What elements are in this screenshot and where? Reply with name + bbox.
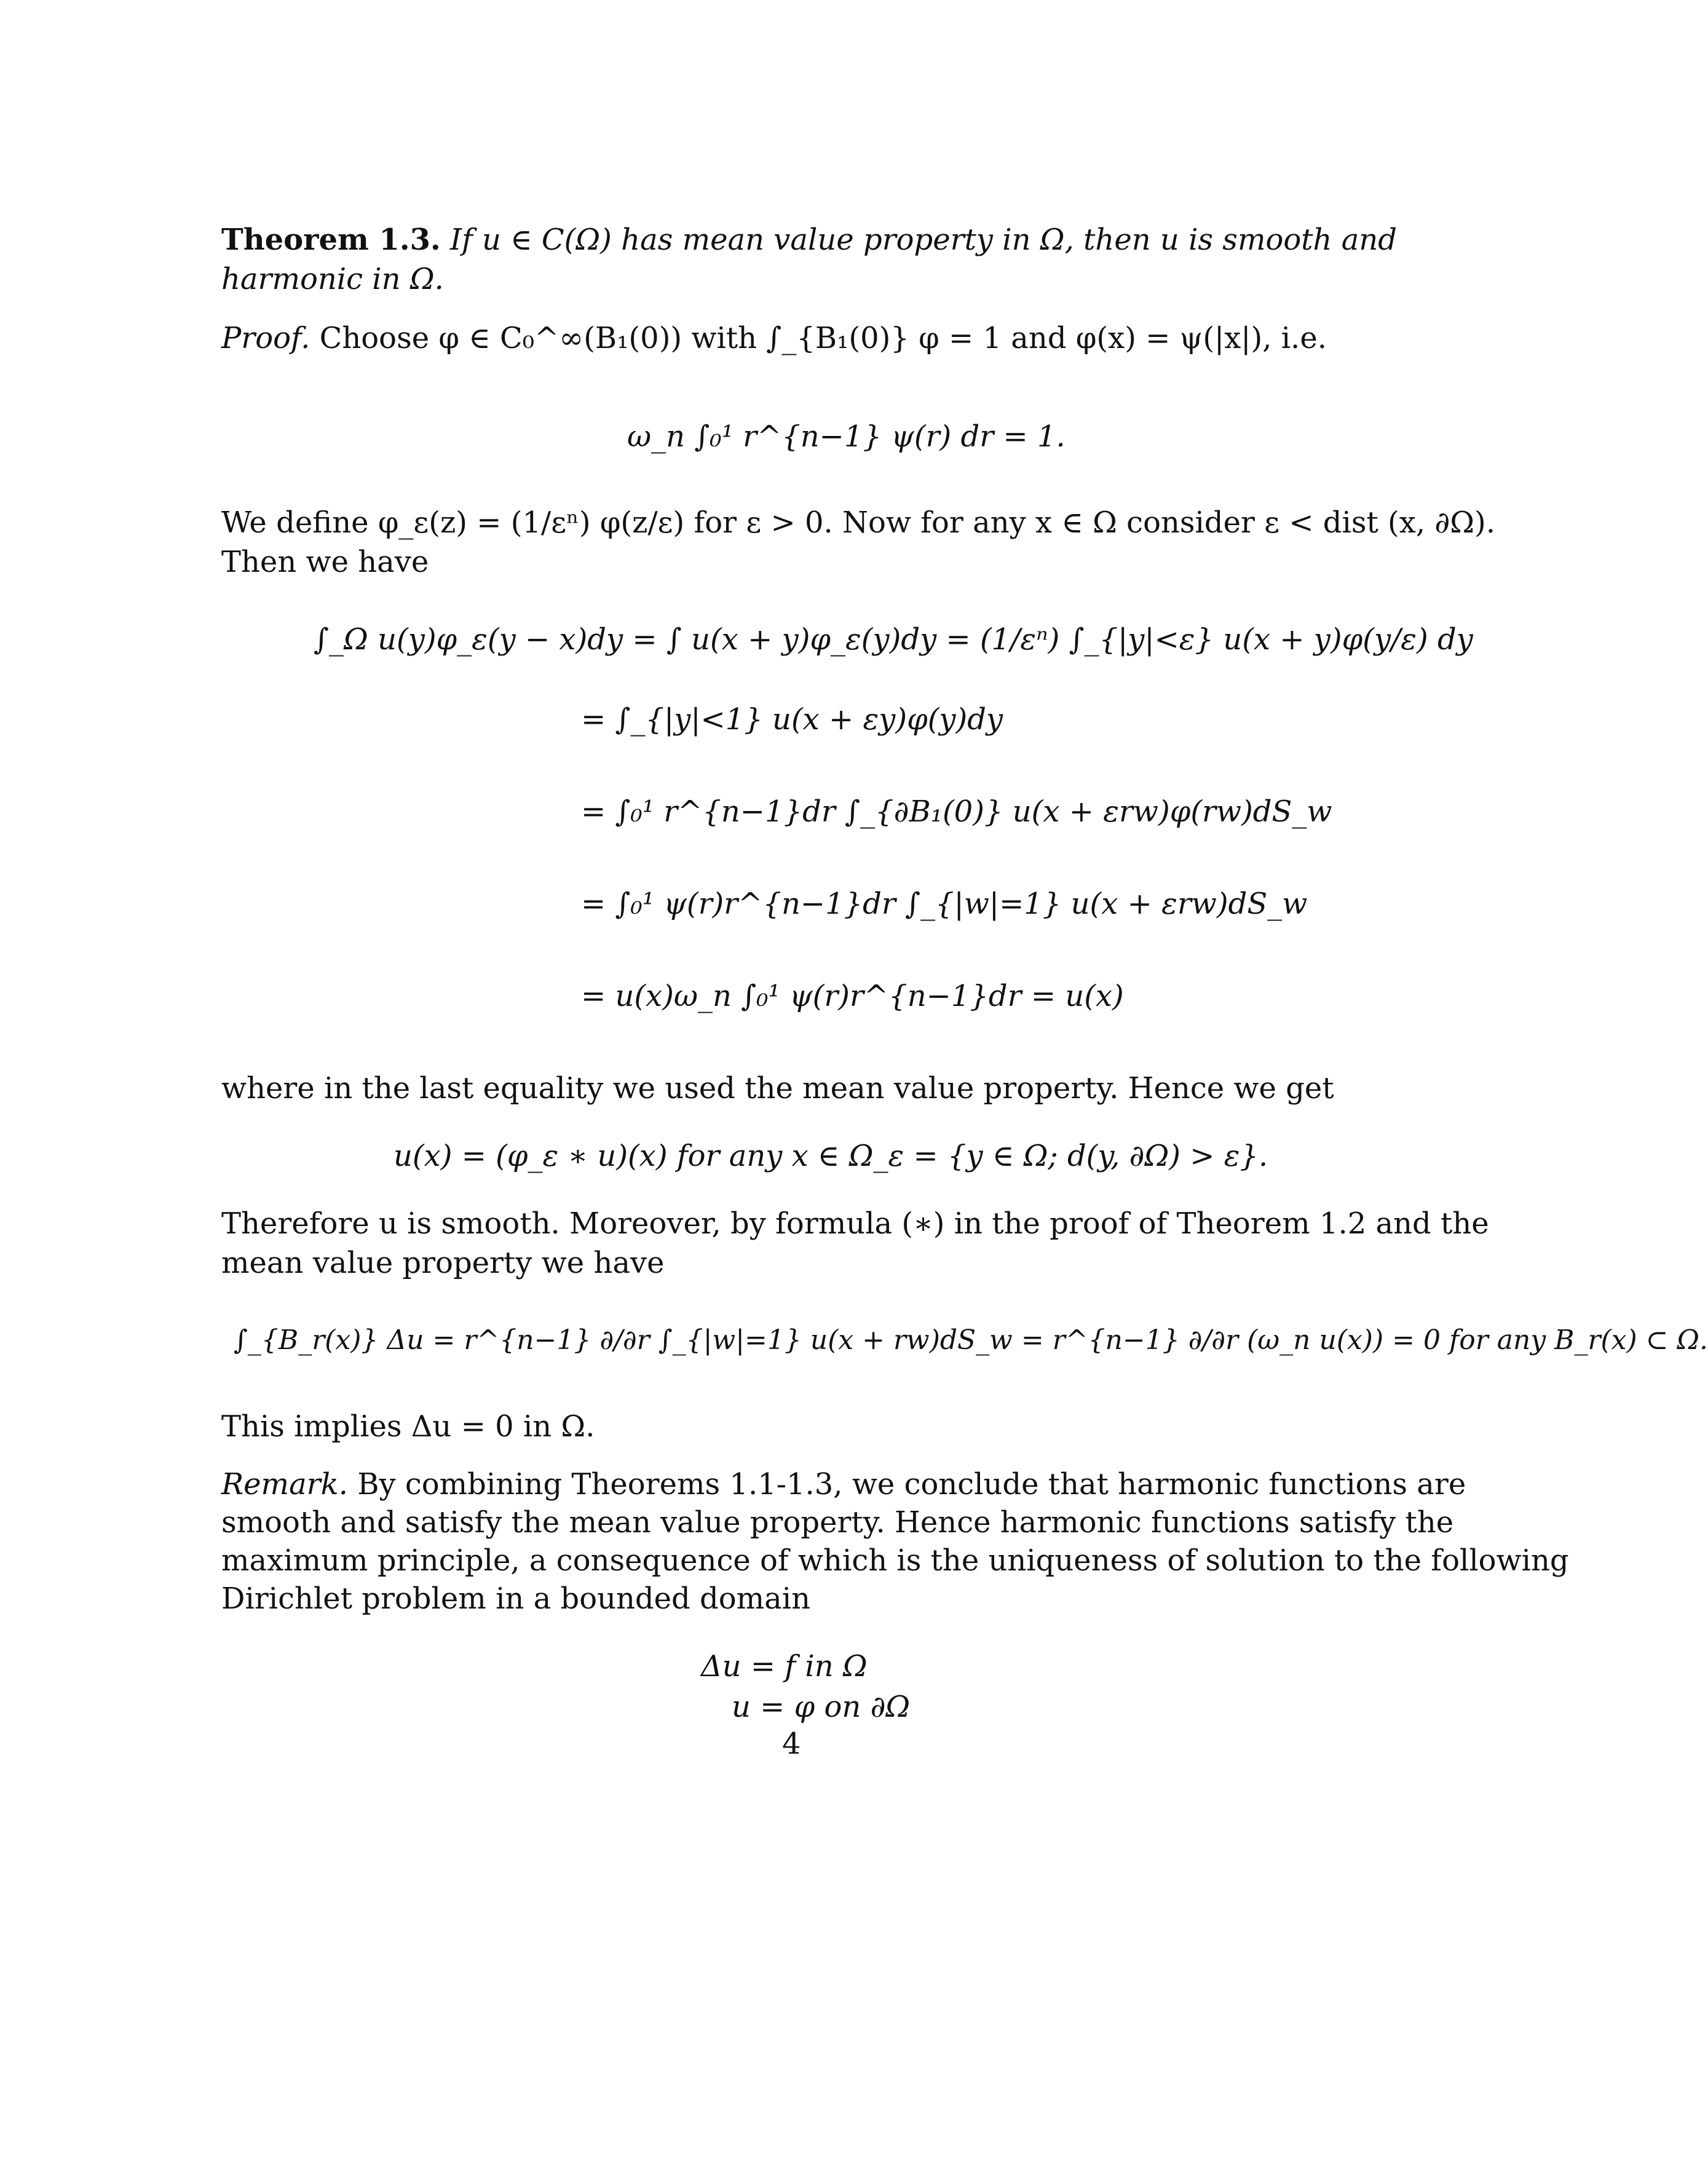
- chain-row-5: = u(x)ω_n ∫₀¹ ψ(r)r^{n−1}dr = u(x): [581, 979, 1124, 1013]
- chain-row-2: = ∫_{|y|<1} u(x + εy)φ(y)dy: [581, 702, 1003, 737]
- define-line-2: Then we have: [221, 545, 429, 579]
- chain-row-4: = ∫₀¹ ψ(r)r^{n−1}dr ∫_{|w|=1} u(x + εrw)dS_w: [581, 887, 1308, 921]
- page-number: 4: [782, 1727, 801, 1761]
- proof-line: [221, 320, 1327, 357]
- equation-normalization: ω_n ∫₀¹ r^{n−1} ψ(r) dr = 1.: [627, 419, 1066, 454]
- remark-text-1: By combining Theorems 1.1-1.3, we conclude that harmonic functions are: [357, 1467, 1466, 1502]
- chain-row-1: ∫_Ω u(y)φ_ε(y − x)dy = ∫ u(x + y)φ_ε(y)dy = (1/εⁿ) ∫_{|y|<ε} u(x + y)φ(y/ε) dy: [314, 622, 1473, 657]
- equation-convolution: u(x) = (φ_ε ∗ u)(x) for any x ∈ Ω_ε = {y ∈ Ω; d(y, ∂Ω) > ε}.: [393, 1139, 1268, 1173]
- chain-row-3: = ∫₀¹ r^{n−1}dr ∫_{∂B₁(0)} u(x + εrw)φ(rw)dS_w: [581, 794, 1332, 829]
- proof-text: Choose φ ∈ C₀^∞(B₁(0)) with ∫_{B₁(0)} φ = 1 and φ(x) = ψ(|x|), i.e.: [319, 321, 1327, 355]
- theorem-line-1: [221, 221, 1397, 258]
- proof-label: Proof.: [221, 321, 310, 355]
- remark-line-3: maximum principle, a consequence of which is the uniqueness of solution to the following: [221, 1543, 1569, 1578]
- therefore-line-2: mean value property we have: [221, 1246, 665, 1280]
- theorem-text-1: If u ∈ C(Ω) has mean value property in Ω, then u is smooth and: [449, 223, 1397, 257]
- dirichlet-line-1: Δu = f in Ω: [701, 1649, 868, 1684]
- remark-line-4: Dirichlet problem in a bounded domain: [221, 1581, 811, 1616]
- dirichlet-line-2: u = φ on ∂Ω: [732, 1690, 911, 1724]
- remark-line-1: [221, 1466, 1466, 1503]
- theorem-line-2: harmonic in Ω.: [221, 262, 444, 296]
- theorem-label: Theorem 1.3.: [221, 223, 441, 257]
- implies-line: This implies Δu = 0 in Ω.: [221, 1409, 595, 1444]
- remark-line-2: smooth and satisfy the mean value property. Hence harmonic functions satisfy the: [221, 1505, 1454, 1540]
- therefore-line-1: Therefore u is smooth. Moreover, by formula (∗) in the proof of Theorem 1.2 and the: [221, 1206, 1489, 1241]
- equation-laplace-integral: ∫_{B_r(x)} Δu = r^{n−1} ∂/∂r ∫_{|w|=1} u(x + rw)dS_w = r^{n−1} ∂/∂r (ω_n u(x)) = 0 for any B_r(x) ⊂ Ω.: [234, 1324, 1708, 1356]
- remark-label: Remark.: [221, 1467, 348, 1502]
- define-line-1: We define φ_ε(z) = (1/εⁿ) φ(z/ε) for ε > 0. Now for any x ∈ Ω consider ε < dist (x, ∂Ω).: [221, 505, 1495, 540]
- where-line: where in the last equality we used the mean value property. Hence we get: [221, 1071, 1334, 1106]
